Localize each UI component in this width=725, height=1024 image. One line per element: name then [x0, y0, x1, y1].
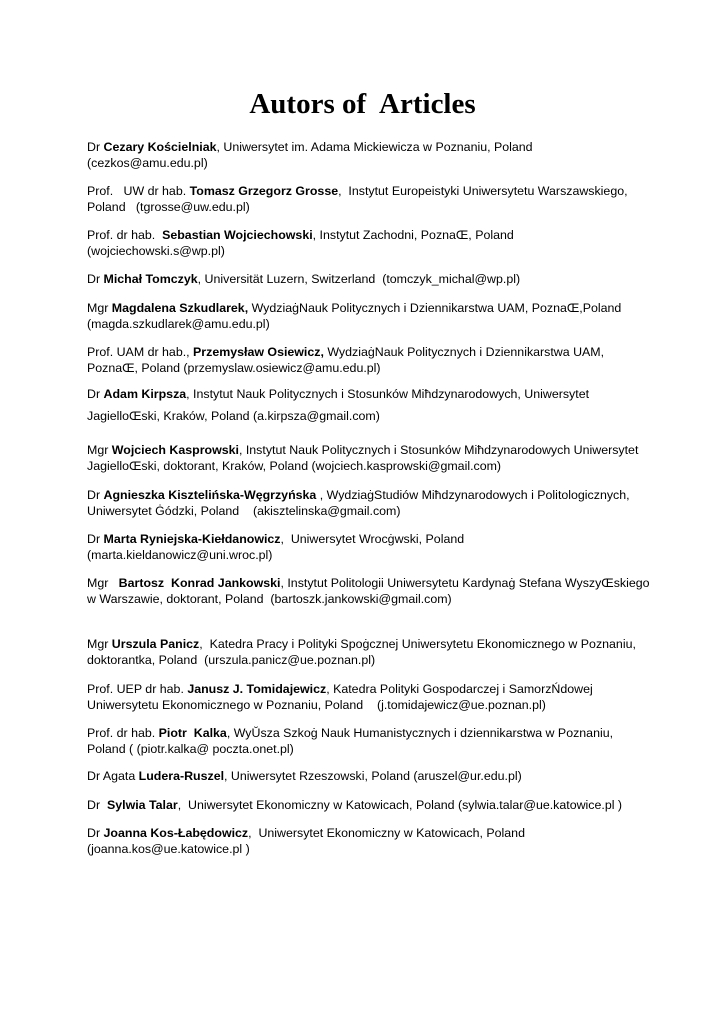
author-name: Michał Tomczyk — [103, 272, 198, 286]
author-name: Adam Kirpsza — [103, 387, 187, 401]
author-entry — [87, 636, 647, 668]
author-contact: doktorantka, Poland (urszula.panicz@ue.poznan.pl) — [87, 653, 376, 667]
author-entry — [87, 725, 647, 757]
author-contact: Poland (tgrosse@uw.edu.pl) — [87, 200, 250, 214]
author-entry — [87, 344, 647, 376]
page-title: Autors of Articles — [249, 88, 476, 120]
author-contact: PoznaŒ, Poland (przemyslaw.osiewicz@amu.edu.pl) — [87, 361, 381, 375]
author-contact: (cezkos@amu.edu.pl) — [87, 156, 208, 170]
author-entry — [87, 575, 650, 607]
author-line: Prof. dr hab. Sebastian Wojciechowski, Instytut Zachodni, PoznaŒ, Poland — [87, 228, 514, 242]
author-entry — [87, 271, 647, 287]
author-name: Magdalena Szkudlarek, — [111, 301, 249, 315]
author-name: Sylwia Talar — [106, 798, 178, 812]
author-entry — [87, 487, 647, 519]
author-line: Mgr Wojciech Kasprowski, Instytut Nauk Politycznych i Stosunków Miħdzynarodowych Uniwersytet — [87, 443, 639, 457]
author-name: Cezary Kościelniak — [103, 140, 217, 154]
author-entry — [87, 768, 647, 784]
author-contact: (wojciechowski.s@wp.pl) — [87, 244, 225, 258]
author-entry — [87, 531, 647, 563]
author-line: Dr Agata Ludera-Ruszel, Uniwersytet Rzeszowski, Poland (aruszel@ur.edu.pl) — [87, 769, 522, 783]
author-line: Mgr Magdalena Szkudlarek, WydziaġNauk Politycznych i Dziennikarstwa UAM, PoznaŒ,Poland — [87, 301, 622, 315]
author-entry — [87, 825, 647, 857]
author-contact: w Warszawie, doktorant, Poland (bartoszk.jankowski@gmail.com) — [87, 592, 452, 606]
author-contact: Uniwersytetu Ekonomicznego w Poznaniu, Poland (j.tomidajewicz@ue.poznan.pl) — [87, 698, 546, 712]
author-contact: Uniwersytet Ġódzki, Poland (akisztelinska@gmail.com) — [87, 504, 401, 518]
author-name: Ludera-Ruszel — [138, 769, 225, 783]
author-contact: JagielloŒski, doktorant, Kraków, Poland (wojciech.kasprowski@gmail.com) — [87, 459, 502, 473]
author-name: Agnieszka Kisztelińska-Węgrzyńska — [103, 488, 317, 502]
author-contact: (marta.kieldanowicz@uni.wroc.pl) — [87, 548, 273, 562]
author-entry — [87, 139, 647, 171]
author-line: Dr Agnieszka Kisztelińska-Węgrzyńska , WydziaġStudiów Miħdzynarodowych i Politologicznych, — [87, 488, 630, 502]
author-entry — [87, 227, 647, 259]
author-line: Dr Michał Tomczyk, Universität Luzern, Switzerland (tomczyk_michal@wp.pl) — [87, 272, 521, 286]
author-name: Sebastian Wojciechowski — [162, 228, 313, 242]
author-line: Mgr Urszula Panicz, Katedra Pracy i Polityki Spoġcznej Uniwersytetu Ekonomicznego w Poznaniu, — [87, 637, 636, 651]
author-name: Janusz J. Tomidajewicz — [187, 682, 327, 696]
author-line: Dr Sylwia Talar, Uniwersytet Ekonomiczny w Katowicach, Poland (sylwia.talar@ue.katowice.pl ) — [87, 798, 623, 812]
author-name: Urszula Panicz — [111, 637, 200, 651]
author-entry — [87, 183, 647, 215]
author-entry — [87, 442, 647, 474]
author-contact: JagielloŒski, Kraków, Poland (a.kirpsza@gmail.com) — [87, 409, 380, 423]
author-entry — [87, 386, 647, 424]
author-line: Dr Cezary Kościelniak, Uniwersytet im. Adama Mickiewicza w Poznaniu, Poland — [87, 140, 533, 154]
author-entry — [87, 300, 647, 332]
author-name: Marta Ryniejska-Kiełdanowicz — [103, 532, 281, 546]
author-line: Prof. dr hab. Piotr Kalka, WyŬsza Szkoġ Nauk Humanistycznych i dziennikarstwa w Poznaniu, — [87, 726, 614, 740]
author-contact: (joanna.kos@ue.katowice.pl ) — [87, 842, 250, 856]
author-contact: Poland ( (piotr.kalka@ poczta.onet.pl) — [87, 742, 294, 756]
author-line: Dr Adam Kirpsza, Instytut Nauk Politycznych i Stosunków Miħdzynarodowych, Uniwersytet — [87, 387, 590, 401]
author-entry — [87, 797, 647, 813]
author-line: Prof. UEP dr hab. Janusz J. Tomidajewicz, Katedra Polityki Gospodarczej i SamorzŃdowej — [87, 682, 593, 696]
author-line: Mgr Bartosz Konrad Jankowski, Instytut Politologii Uniwersytetu Kardynaġ Stefana WyszyŒskiego — [87, 576, 650, 590]
author-entry — [87, 681, 647, 713]
author-contact: (magda.szkudlarek@amu.edu.pl) — [87, 317, 270, 331]
author-name: Wojciech Kasprowski — [111, 443, 239, 457]
author-name: Przemysław Osiewicz, — [193, 345, 324, 359]
author-name: Bartosz Konrad Jankowski — [118, 576, 281, 590]
author-line: Dr Joanna Kos-Łabędowicz, Uniwersytet Ekonomiczny w Katowicach, Poland — [87, 826, 525, 840]
author-name: Piotr Kalka — [158, 726, 227, 740]
author-line: Prof. UW dr hab. Tomasz Grzegorz Grosse, Instytut Europeistyki Uniwersytetu Warszawskiego, — [87, 184, 628, 198]
author-line: Dr Marta Ryniejska-Kiełdanowicz, Uniwersytet Wrocġwski, Poland — [87, 532, 465, 546]
author-name: Joanna Kos-Łabędowicz — [103, 826, 249, 840]
author-line: Prof. UAM dr hab., Przemysław Osiewicz, WydziaġNauk Politycznych i Dziennikarstwa UAM, — [87, 345, 605, 359]
author-name: Tomasz Grzegorz Grosse — [189, 184, 339, 198]
